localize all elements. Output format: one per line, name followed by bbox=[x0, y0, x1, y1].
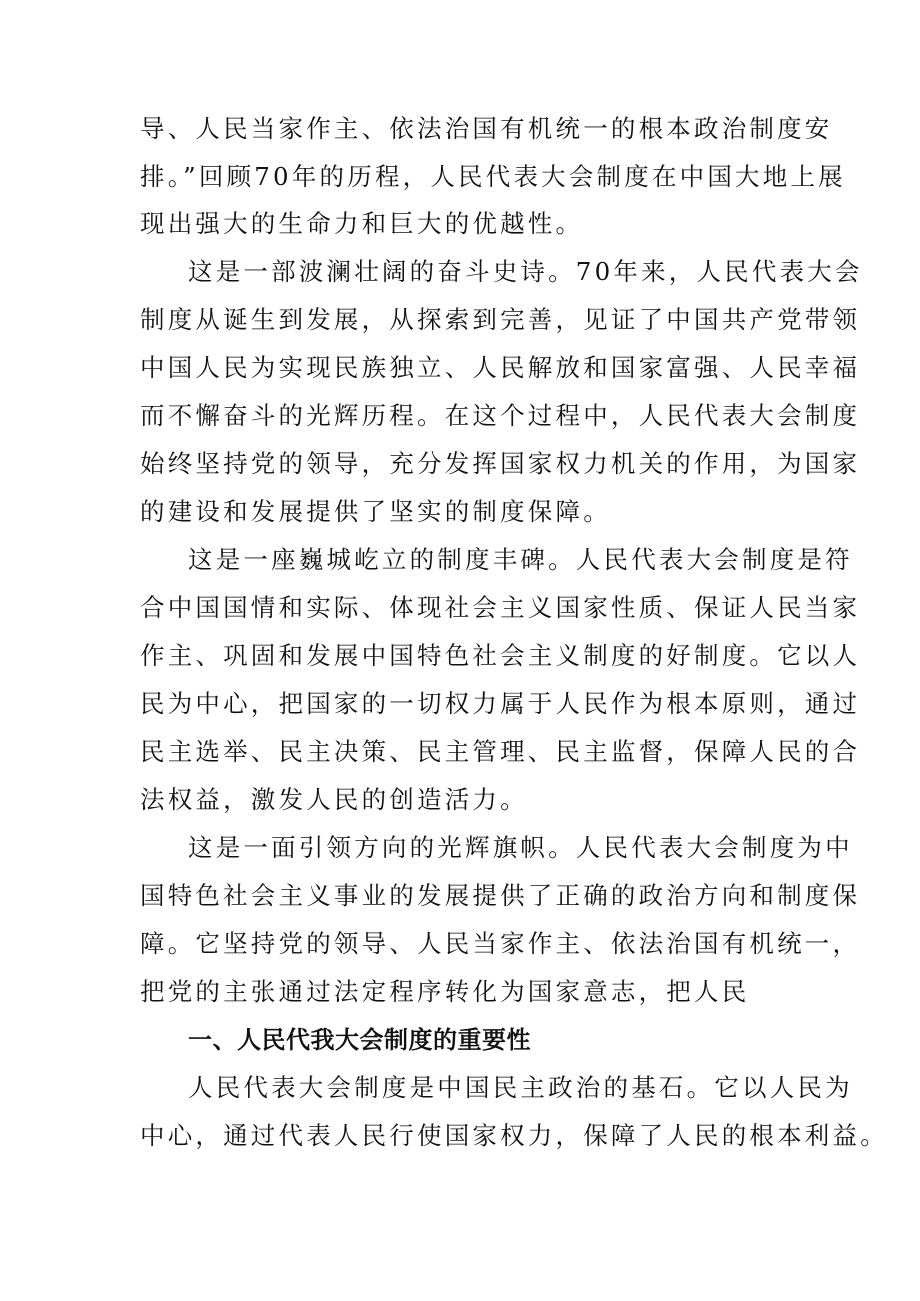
text-line: 民主选举、民主决策、民主管理、民主监督，保障人民的合 bbox=[140, 737, 861, 766]
paragraph-start-line: 这是一座巍城屹立的制度丰碑。人民代表大会制度是符 bbox=[188, 545, 853, 574]
text-line: 的建设和发展提供了坚实的制度保障。 bbox=[140, 497, 611, 526]
text-line: 始终坚持党的领导，充分发挥国家权力机关的作用，为国家 bbox=[140, 449, 861, 478]
paragraph-start-line: 人民代表大会制度是中国民主政治的基石。它以人民为 bbox=[188, 1073, 853, 1102]
text-line: 排。”回顾70年的历程，人民代表大会制度在中国大地上展 bbox=[140, 162, 846, 191]
text-line: 障。它坚持党的领导、人民当家作主、依法治国有机统一， bbox=[140, 929, 861, 958]
text-line: 中心，通过代表人民行使国家权力，保障了人民的根本利益。 bbox=[140, 1121, 888, 1150]
text-line: 现出强大的生命力和巨大的优越性。 bbox=[140, 209, 584, 238]
text-line: 作主、巩固和发展中国特色社会主义制度的好制度。它以人 bbox=[140, 641, 861, 670]
text-line: 制度从诞生到发展，从探索到完善，见证了中国共产党带领 bbox=[140, 305, 861, 334]
paragraph-start-line: 这是一面引领方向的光辉旗帜。人民代表大会制度为中 bbox=[188, 833, 853, 862]
paragraph-start-line: 这是一部波澜壮阔的奋斗史诗。70年来，人民代表大会 bbox=[188, 257, 863, 286]
text-line: 法权益，激发人民的创造活力。 bbox=[140, 785, 528, 814]
text-line: 民为中心，把国家的一切权力属于人民作为根本原则，通过 bbox=[140, 689, 861, 718]
text-line: 把党的主张通过法定程序转化为国家意志，把人民 bbox=[140, 977, 750, 1006]
text-line: 导、人民当家作主、依法治国有机统一的根本政治制度安 bbox=[140, 114, 833, 143]
text-line: 国特色社会主义事业的发展提供了正确的政治方向和制度保 bbox=[140, 881, 861, 910]
text-line: 中国人民为实现民族独立、人民解放和国家富强、人民幸福 bbox=[140, 353, 861, 382]
text-line: 合中国国情和实际、体现社会主义国家性质、保证人民当家 bbox=[140, 593, 861, 622]
text-line: 而不懈奋斗的光辉历程。在这个过程中，人民代表大会制度 bbox=[140, 401, 861, 430]
section-heading: 一、人民代我大会制度的重要性 bbox=[188, 1026, 531, 1054]
